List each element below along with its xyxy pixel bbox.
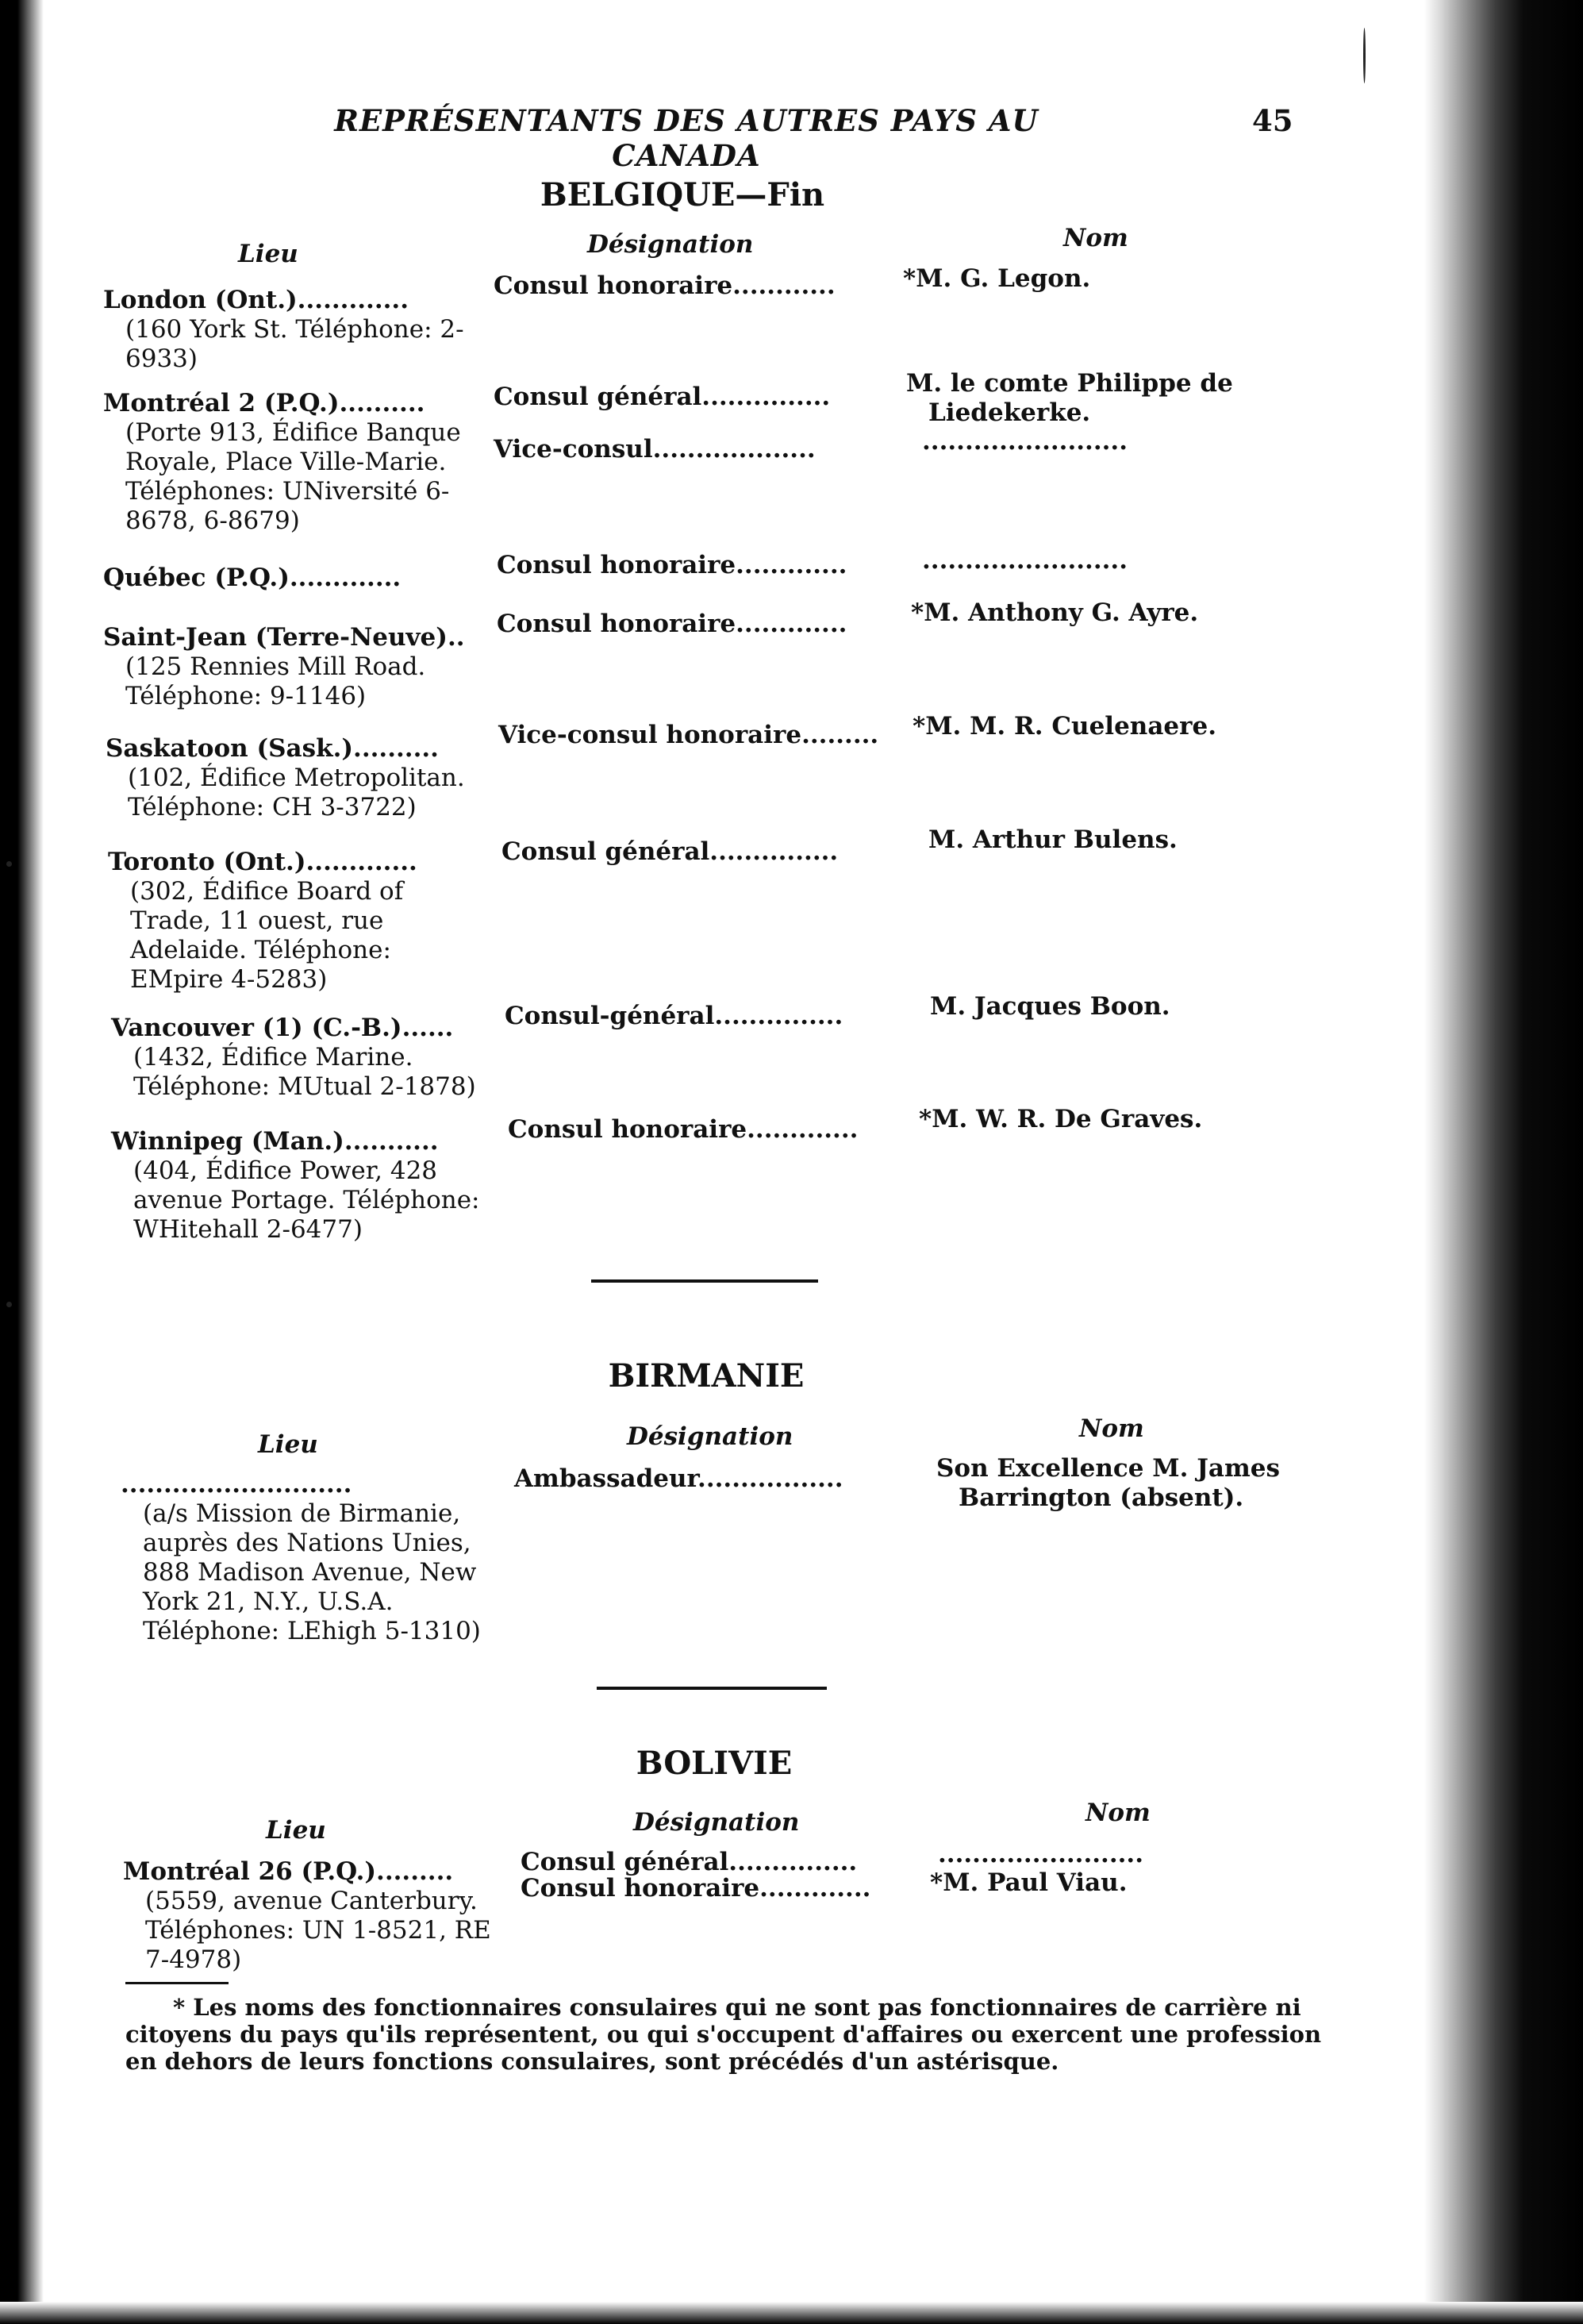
scan-left-edge: [0, 0, 44, 2324]
entry-name: *M. G. Legon.: [903, 264, 1091, 293]
consulate-entry: [103, 564, 476, 593]
entry-designation: Ambassadeur.................: [514, 1464, 843, 1493]
entry-name: *M. W. R. De Graves.: [919, 1105, 1203, 1133]
entry-name: M. Arthur Bulens.: [928, 825, 1178, 854]
entry-designation: Consul honoraire.............: [497, 551, 847, 579]
scan-bottom-edge: [0, 2302, 1583, 2324]
entry-designation: Consul honoraire.............: [508, 1115, 859, 1144]
consulate-entry: [123, 1857, 504, 1975]
entry-city: Vancouver (1) (C.-B.)......: [111, 1014, 454, 1042]
consulate-entry: [106, 734, 478, 822]
entry-designation: Vice-consul honoraire.........: [498, 721, 879, 749]
entry-name: [936, 1454, 1280, 1513]
consulate-entry: [108, 848, 481, 995]
column-header-designation: Désignation: [587, 230, 754, 259]
entry-address: (160 York St. Téléphone: 2-6933): [125, 315, 464, 373]
consulate-entry: [121, 1470, 501, 1646]
entry-designation: Consul général...............: [494, 383, 831, 411]
entry-city: Québec (P.Q.).............: [103, 564, 402, 592]
entry-address: (302, Édifice Board of Trade, 11 ouest, rue Adelaide. Téléphone: EMpire 4-5283): [130, 877, 404, 994]
consulate-entry: [111, 1127, 484, 1245]
entry-city: London (Ont.).............: [103, 286, 409, 314]
section-divider: [597, 1687, 827, 1690]
section-title-belgique: BELGIQUE—Fin: [540, 176, 825, 214]
column-header-nom: Nom: [1079, 1414, 1144, 1443]
entry-designation: Vice-consul...................: [494, 435, 816, 464]
entry-name: [906, 369, 1233, 428]
entry-address: (Porte 913, Édifice Banque Royale, Place Ville-Marie. Téléphones: UNiversité 6-8678, 6-8679): [125, 418, 461, 535]
column-header-designation: Désignation: [627, 1422, 793, 1451]
entry-city: ...........................: [121, 1470, 352, 1499]
entry-address: (125 Rennies Mill Road. Téléphone: 9-1146): [125, 652, 426, 710]
entry-name-line: Son Excellence M. James: [936, 1454, 1280, 1483]
scan-speck: [6, 1302, 12, 1307]
entry-designation: Consul honoraire.............: [521, 1874, 871, 1903]
entry-address: (a/s Mission de Birmanie, auprès des Nations Unies, 888 Madison Avenue, New York 21, N.Y., U.S.A. Téléphone: LEhigh 5-1310): [143, 1499, 481, 1645]
footnote-rule: [125, 1982, 229, 1984]
scan-speck: [6, 861, 12, 867]
entry-name: ........................: [938, 1840, 1144, 1868]
entry-name-line: Liedekerke.: [928, 398, 1091, 427]
entry-designation: Consul-général...............: [505, 1002, 843, 1030]
column-header-lieu: Lieu: [238, 240, 298, 268]
column-header-lieu: Lieu: [258, 1430, 318, 1459]
entry-city: Saint-Jean (Terre-Neuve)..: [103, 623, 465, 652]
entry-name-line: Barrington (absent).: [959, 1483, 1244, 1512]
column-header-nom: Nom: [1085, 1799, 1151, 1827]
column-header-designation: Désignation: [633, 1808, 800, 1837]
section-title-bolivie: BOLIVIE: [636, 1745, 793, 1782]
scan-speck: [1363, 28, 1366, 83]
entry-designation: Consul honoraire............: [494, 271, 836, 300]
entry-city: Montréal 2 (P.Q.)..........: [103, 389, 425, 417]
footnote: * Les noms des fonctionnaires consulaires qui ne sont pas fonctionnaires de carrière ni citoyens du pays qu'ils représentent, ou qui s'occupent d'affaires ou exercent une profession en dehors de leurs fonctions consulaires, sont précédés d'un astérisque.: [125, 1994, 1322, 2075]
entry-designation: Consul général...............: [521, 1848, 858, 1876]
consulate-entry: [103, 623, 476, 711]
entry-name: ........................: [922, 546, 1128, 575]
entry-address: (5559, avenue Canterbury. Téléphones: UN 1-8521, RE 7-4978): [145, 1887, 491, 1974]
section-divider: [591, 1279, 818, 1283]
entry-address: (102, Édifice Metropolitan. Téléphone: CH 3-3722): [128, 764, 465, 821]
entry-city: Saskatoon (Sask.)..........: [106, 734, 439, 763]
entry-address: (404, Édifice Power, 428 avenue Portage. Téléphone: WHitehall 2-6477): [133, 1156, 480, 1244]
page-number: 45: [1252, 103, 1293, 138]
consulate-entry: [103, 389, 476, 536]
entry-name-line: M. le comte Philippe de: [906, 369, 1233, 398]
section-title-birmanie: BIRMANIE: [608, 1357, 805, 1395]
consulate-entry: [111, 1014, 484, 1102]
entry-name: *M. Anthony G. Ayre.: [911, 598, 1199, 627]
entry-city: Montréal 26 (P.Q.).........: [123, 1857, 454, 1886]
column-header-nom: Nom: [1063, 224, 1128, 252]
running-title: REPRÉSENTANTS DES AUTRES PAYS AU CANADA: [334, 103, 1039, 173]
entry-name: *M. M. R. Cuelenaere.: [913, 712, 1216, 741]
entry-name: M. Jacques Boon.: [930, 992, 1170, 1021]
entry-city: Winnipeg (Man.)...........: [111, 1127, 439, 1156]
entry-address: (1432, Édifice Marine. Téléphone: MUtual 2-1878): [133, 1043, 476, 1101]
entry-designation: Consul honoraire.............: [497, 610, 847, 638]
scan-right-edge: [1424, 0, 1583, 2324]
consulate-entry: [103, 286, 476, 374]
column-header-lieu: Lieu: [266, 1816, 326, 1845]
entry-name: *M. Paul Viau.: [930, 1868, 1128, 1897]
entry-name: ........................: [922, 427, 1128, 456]
entry-city: Toronto (Ont.).............: [108, 848, 417, 876]
entry-designation: Consul général...............: [501, 837, 839, 866]
